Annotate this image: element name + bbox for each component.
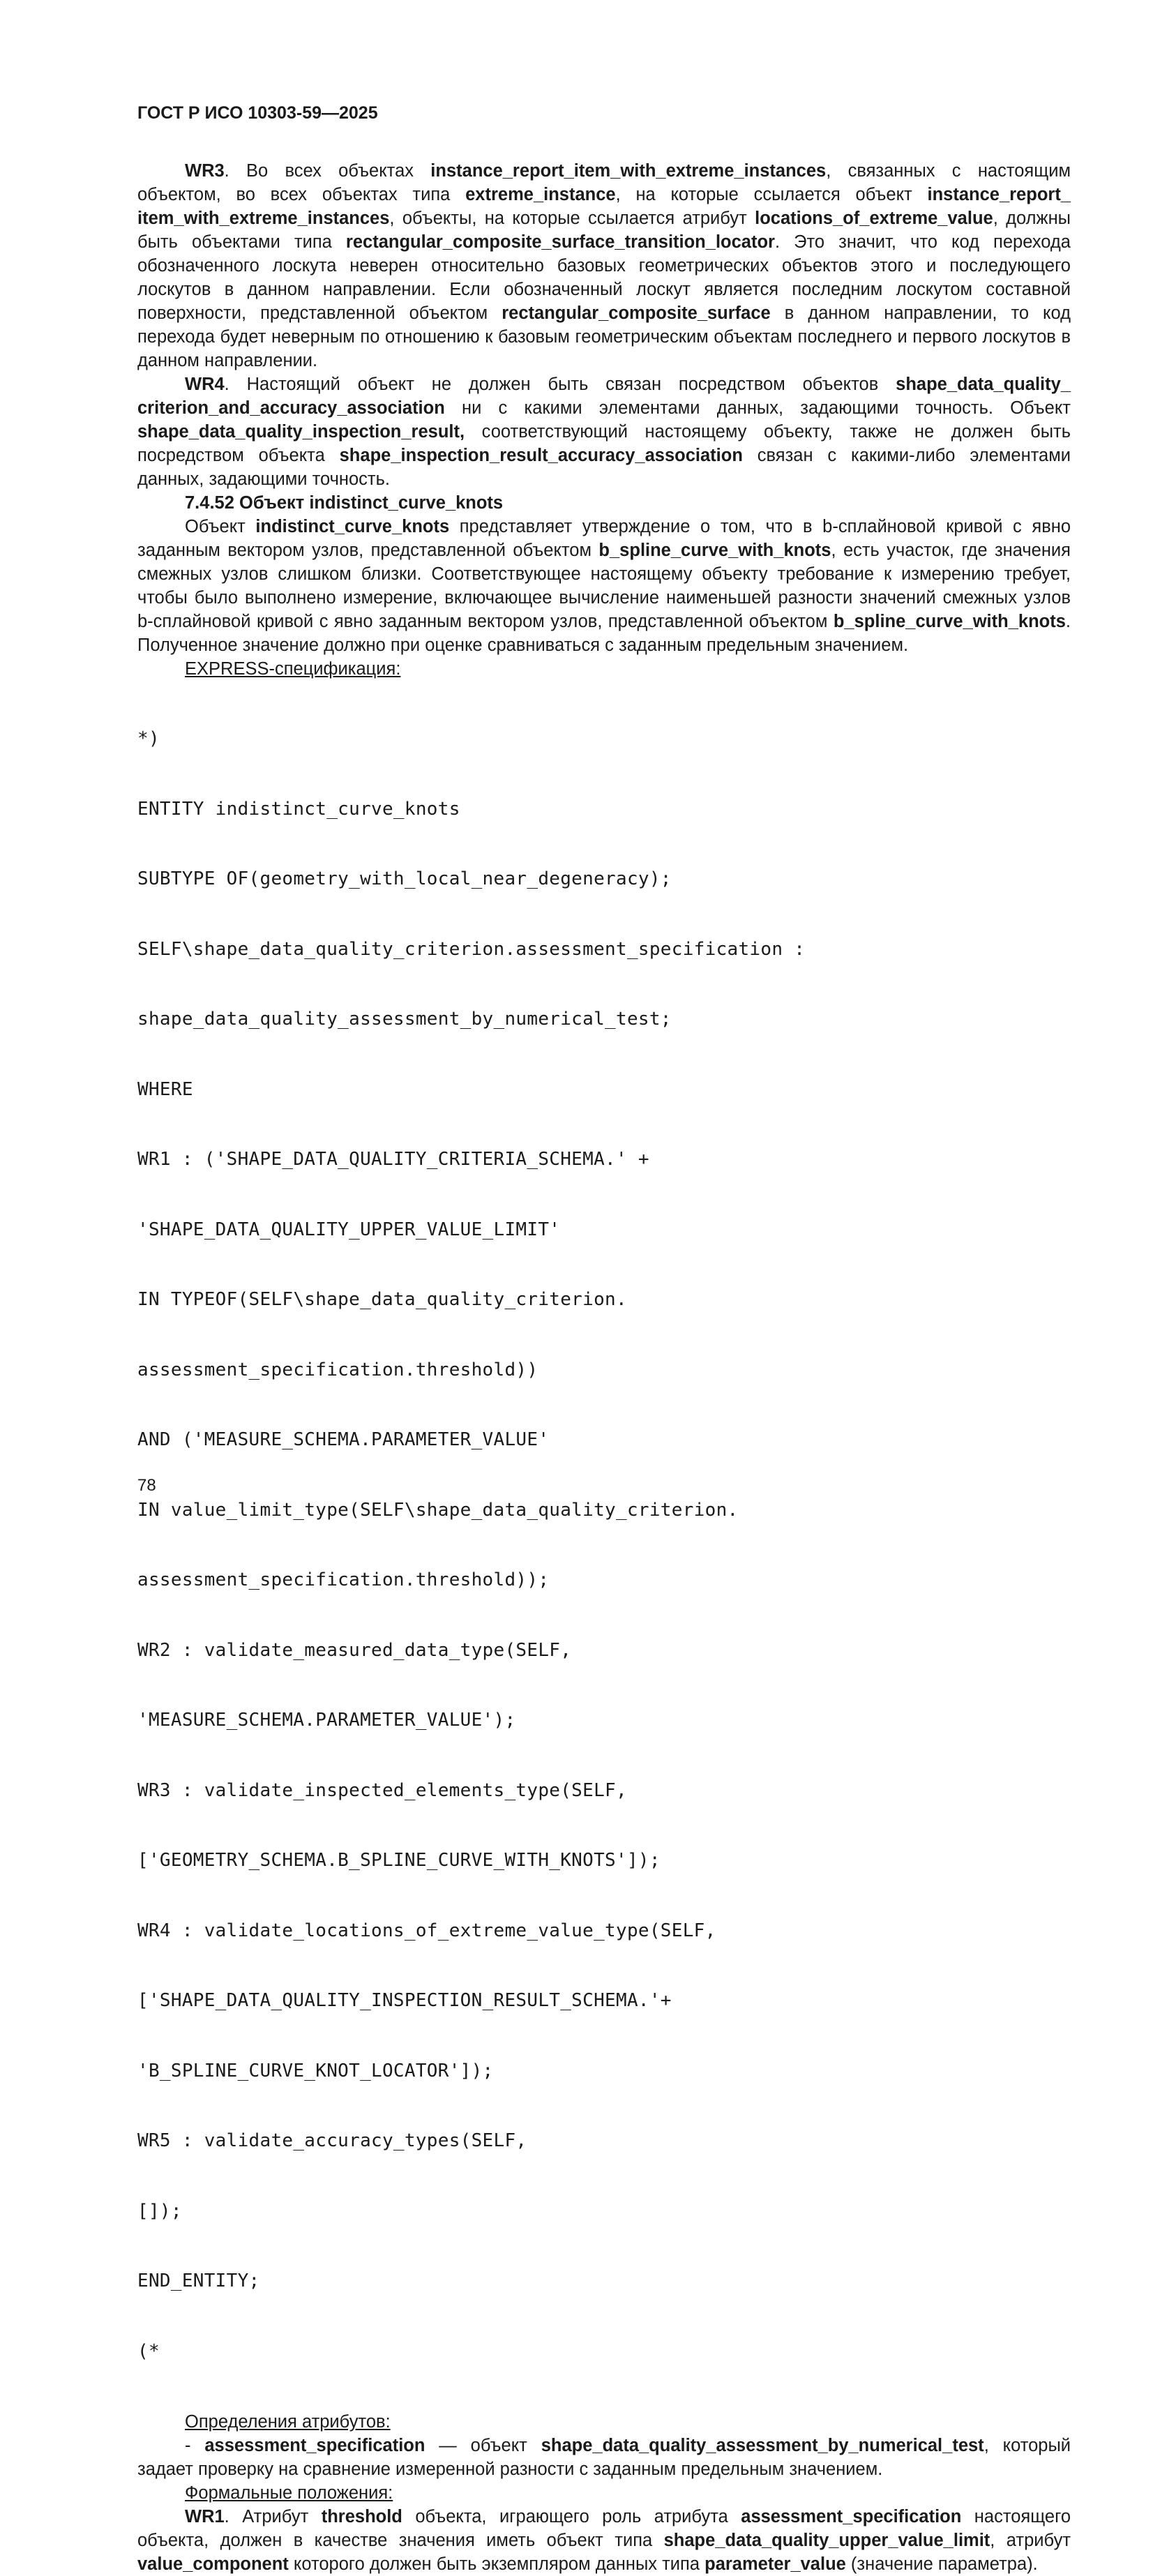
bold-term: shape_data_quality_upper_value_limit — [663, 2531, 990, 2550]
code-line: IN TYPEOF(SELF\shape_data_quality_criterion. — [137, 1289, 627, 1310]
code-line: 'SHAPE_DATA_QUALITY_UPPER_VALUE_LIMIT' — [137, 1219, 561, 1240]
bold-term: instance_report_item_with_extreme_instances — [430, 161, 827, 181]
paragraph-wr3 — [137, 159, 1071, 372]
bold-term: b_spline_curve_with_knots — [598, 541, 831, 560]
code-line: (* — [137, 2340, 160, 2362]
code-line: WHERE — [137, 1078, 193, 1100]
code-line: SUBTYPE OF(geometry_with_local_near_degeneracy); — [137, 868, 672, 889]
code-line: ENTITY indistinct_curve_knots — [137, 798, 460, 820]
express-code-block — [137, 681, 1071, 2410]
bold-term: parameter_value — [704, 2554, 846, 2574]
bold-term: locations_of_extreme_value — [755, 209, 993, 228]
code-line: WR1 : ('SHAPE_DATA_QUALITY_CRITERIA_SCHEMA.' + — [137, 1149, 649, 1170]
code-line: END_ENTITY; — [137, 2270, 260, 2291]
bold-term: value_component — [137, 2554, 289, 2574]
bold-term: rectangular_composite_surface_transition_locator — [345, 232, 775, 252]
bold-term: shape_data_quality_assessment_by_numerical_test — [541, 2436, 984, 2455]
code-line: WR5 : validate_accuracy_types(SELF, — [137, 2130, 527, 2151]
code-line: SELF\shape_data_quality_criterion.assessment_specification : — [137, 938, 806, 960]
bold-term: WR1 — [185, 2507, 225, 2526]
bold-term: b_spline_curve_with_knots — [833, 612, 1066, 631]
code-line: []); — [137, 2200, 182, 2222]
code-line: ['GEOMETRY_SCHEMA.B_SPLINE_CURVE_WITH_KNOTS']); — [137, 1850, 661, 1871]
code-line: assessment_specification.threshold)); — [137, 1569, 550, 1590]
code-line: IN value_limit_type(SELF\shape_data_quality_criterion. — [137, 1499, 739, 1521]
document-header: ГОСТ Р ИСО 10303-59—2025 — [137, 103, 378, 123]
bold-term: instance_report_ item_with_extreme_instances — [137, 185, 1071, 228]
bold-term: threshold — [321, 2507, 402, 2526]
code-line: 'B_SPLINE_CURVE_KNOT_LOCATOR']); — [137, 2060, 494, 2081]
code-line: shape_data_quality_assessment_by_numerical_test; — [137, 1009, 672, 1030]
rich-text: . Во всех объектах instance_report_item_with_extreme_instances, связанных с настоящим объектом, во всех объектах типа extreme_instance, на которые ссылается объект instance_report_ item_with_extreme_instances, объекты, на которые ссылается атрибут locations_of_extreme_value, должны быть объектами типа rectangular_composite_surface_transition_locator. Это значит, что код перехода обозначенного лоскута неверен относительно базовых геометрических объектов этого и последующего лоскутов в данном направлении. Если обозначенный лоскут является последним лоскутом составной поверхности, представленной объектом rectangular_composite_surface в данном направлении, то код перехода будет неверным по отношению к базовым геометрическим объектам последнего и первого лоскутов в данном направлении. — [137, 161, 1071, 370]
paragraph-intro: Объект indistinct_curve_knots представляет утверждение о том, что в b-сплайновой кривой с явно заданным вектором узлов, представленной объектом b_spline_curve_with_knots, есть участок, где значения смежных узлов слишком близки. Соответствующее настоящему объекту требование к измерению требует, чтобы было выполнено измерение, включающее вычисление наименьшей разности значений смежных узлов b-сплайновой кривой с явно заданным вектором узлов, представленной объектом b_spline_curve_with_knots. Полученное значение должно при оценке сравниваться с заданным предельным значением. — [137, 517, 1071, 655]
document-body — [137, 159, 1071, 2576]
code-line: WR2 : validate_measured_data_type(SELF, — [137, 1639, 572, 1661]
code-line: assessment_specification.threshold)) — [137, 1359, 538, 1380]
section-title: 7.4.52 Объект indistinct_curve_knots — [185, 493, 504, 513]
rule-label: WR4 — [185, 375, 225, 394]
page-number: 78 — [137, 1476, 156, 1495]
code-line: *) — [137, 728, 160, 749]
paragraph-wr4 — [137, 372, 1071, 491]
rich-text: . Настоящий объект не должен быть связан посредством объектов shape_data_quality_ criterion_and_accuracy_association ни с какими элементами данных, задающими точность. Объект shape_data_quality_inspection_result, соответствующий настоящему объекту, также не должен быть посредством объекта shape_inspection_result_accuracy_association связан с какими-либо элементами данных, задающими точность. — [137, 375, 1071, 489]
bold-term: assessment_specification — [204, 2436, 425, 2455]
code-line: 'MEASURE_SCHEMA.PARAMETER_VALUE'); — [137, 1710, 516, 1731]
bold-term: shape_data_quality_inspection_result, — [137, 422, 465, 442]
code-line: AND ('MEASURE_SCHEMA.PARAMETER_VALUE' — [137, 1429, 550, 1450]
rule-label: WR3 — [185, 161, 225, 181]
attribute-definitions-label: Определения атрибутов: — [185, 2412, 391, 2432]
paragraph-wr1: WR1. Атрибут threshold объекта, играющего роль атрибута assessment_specification настоящего объекта, должен в качестве значения иметь объект типа shape_data_quality_upper_value_limit, атрибут value_component которого должен быть экземпляром данных типа parameter_value (значение параметра). — [137, 2507, 1071, 2574]
express-spec-label: EXPRESS-спецификация: — [185, 659, 401, 679]
bold-term: assessment_specification — [741, 2507, 962, 2526]
paragraph-attribute-definition: - assessment_specification — объект shape_data_quality_assessment_by_numerical_test, который задает проверку на сравнение измеренной разности с заданным предельным значением. — [137, 2436, 1071, 2479]
bold-term: extreme_instance — [465, 185, 616, 204]
formal-propositions-label: Формальные положения: — [185, 2483, 393, 2503]
bold-term: indistinct_curve_knots — [255, 517, 450, 536]
bold-term: shape_data_quality_ criterion_and_accuracy_association — [137, 375, 1071, 418]
code-line: ['SHAPE_DATA_QUALITY_INSPECTION_RESULT_SCHEMA.'+ — [137, 1990, 672, 2011]
code-line: WR3 : validate_inspected_elements_type(SELF, — [137, 1779, 627, 1801]
bold-term: shape_inspection_result_accuracy_association — [339, 446, 743, 465]
bold-term: rectangular_composite_surface — [502, 303, 771, 323]
code-line: WR4 : validate_locations_of_extreme_value_type(SELF, — [137, 1920, 716, 1941]
